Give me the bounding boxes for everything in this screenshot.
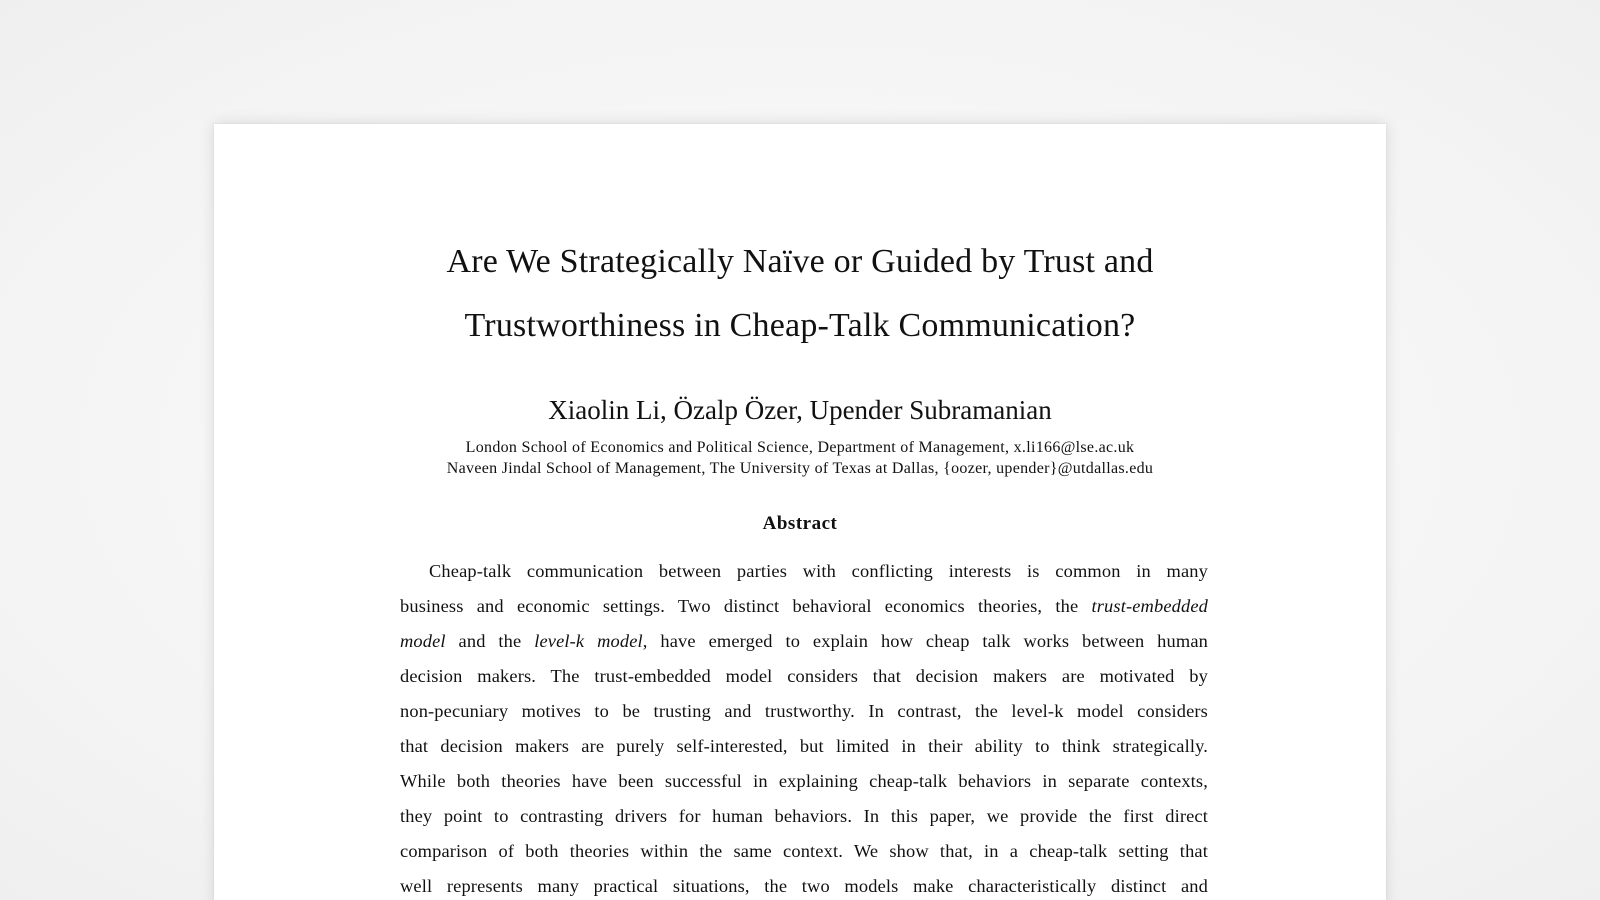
abstract-heading: Abstract bbox=[762, 513, 838, 534]
abstract-line bbox=[400, 589, 1208, 624]
abstract-text: comparison of both theories within the same context. We show that, in a cheap-talk setting that bbox=[400, 841, 1208, 861]
abstract-text: decision makers. The trust-embedded model considers that decision makers are motivated by bbox=[400, 666, 1208, 686]
abstract-line bbox=[400, 554, 1208, 589]
abstract-line bbox=[400, 764, 1208, 799]
abstract-text: and the bbox=[445, 631, 535, 651]
author-list: Xiaolin Li, Özalp Özer, Upender Subramanian bbox=[548, 395, 1052, 425]
title-line-2: Trustworthiness in Cheap-Talk Communication? bbox=[464, 307, 1136, 344]
abstract-text: they point to contrasting drivers for human behaviors. In this paper, we provide the first direct bbox=[400, 806, 1208, 826]
abstract-line bbox=[400, 694, 1208, 729]
abstract-line bbox=[400, 624, 1208, 659]
affiliations bbox=[214, 437, 1386, 479]
affiliation-line: Naveen Jindal School of Management, The University of Texas at Dallas, {oozer, upender}@utdallas.edu bbox=[446, 460, 1154, 477]
abstract-text: , have emerged to explain how cheap talk works between human bbox=[642, 631, 1208, 651]
abstract-italic-term: model bbox=[400, 631, 446, 651]
abstract-text: While both theories have been successful in explaining cheap-talk behaviors in separate contexts, bbox=[400, 771, 1208, 791]
title-line-1: Are We Strategically Naïve or Guided by Trust and bbox=[446, 243, 1154, 280]
abstract-italic-term: level-k model bbox=[534, 631, 643, 651]
abstract-text: that decision makers are purely self-interested, but limited in their ability to think strategically. bbox=[400, 736, 1208, 756]
abstract-line bbox=[400, 729, 1208, 764]
abstract-italic-term: trust-embedded bbox=[1091, 596, 1208, 616]
abstract-text: Cheap-talk communication between parties with conflicting interests is common in many bbox=[429, 561, 1208, 581]
abstract-body bbox=[400, 554, 1208, 900]
abstract-text: business and economic settings. Two distinct behavioral economics theories, the bbox=[400, 596, 1092, 616]
abstract-text: non-pecuniary motives to be trusting and trustworthy. In contrast, the level-k model considers bbox=[400, 701, 1208, 721]
affiliation-line: London School of Economics and Political Science, Department of Management, x.li166@lse.ac.uk bbox=[465, 439, 1135, 456]
abstract-line bbox=[400, 834, 1208, 869]
paper-page bbox=[214, 124, 1386, 900]
abstract-text: well represents many practical situations, the two models make characteristically distinct and bbox=[400, 876, 1208, 896]
paper-title bbox=[214, 230, 1386, 358]
abstract-line bbox=[400, 869, 1208, 900]
abstract-line bbox=[400, 659, 1208, 694]
abstract-line bbox=[400, 799, 1208, 834]
